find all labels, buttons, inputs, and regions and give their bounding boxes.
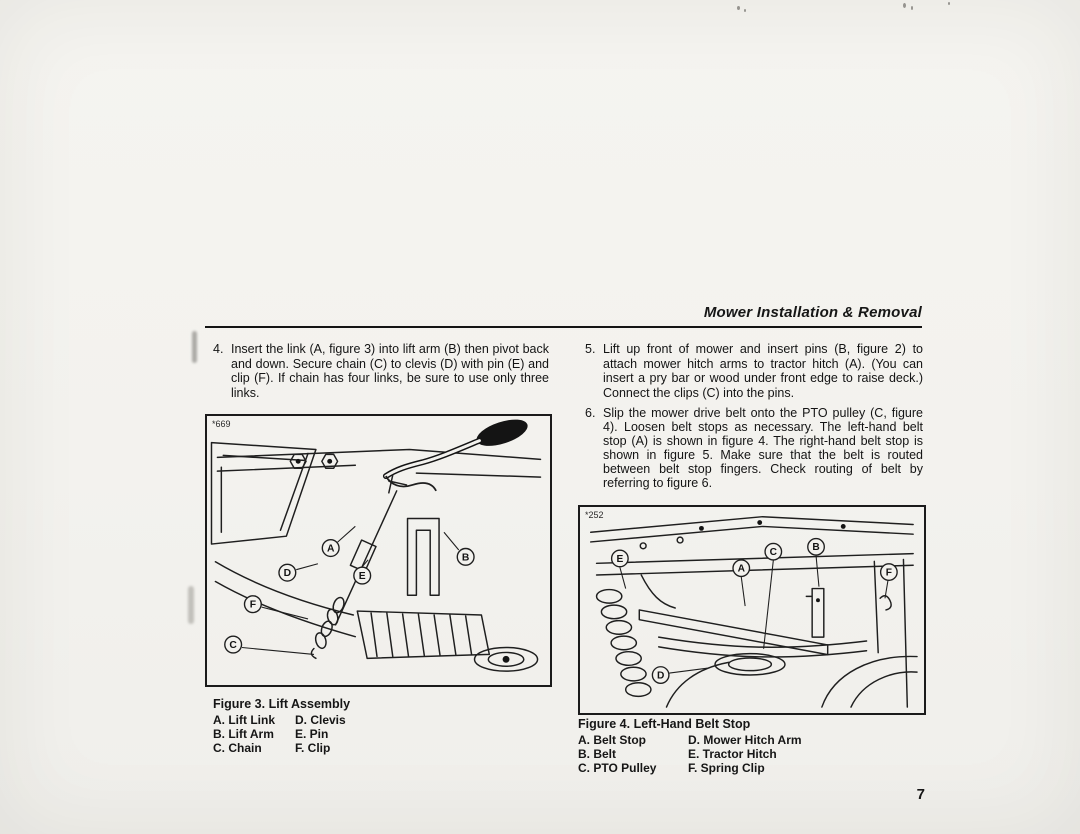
step-number: 4. (213, 342, 224, 356)
figure3-drawing (207, 416, 546, 681)
header-rule (205, 326, 922, 328)
legend-entry: C. PTO Pulley (578, 761, 657, 775)
figure4-legend (578, 733, 908, 775)
step-4 (213, 342, 549, 400)
scan-artifact (903, 3, 906, 8)
scan-artifact (188, 586, 194, 624)
svg-text:E: E (616, 553, 624, 565)
figure4-frame (578, 505, 926, 715)
scan-artifact (737, 6, 740, 10)
bracket (408, 518, 440, 595)
step-number: 5. (585, 342, 596, 356)
callout-c (765, 543, 782, 560)
step-text: Lift up front of mower and insert pins (B, figure 2) to attach mower hitch arms to tractor hitch (A). (You can insert a pry bar or wood under front edge to raise deck.) Connect the clips (C) into the pins. (603, 342, 923, 400)
step-number: 6. (585, 406, 596, 420)
left-panel (211, 443, 315, 544)
svg-text:D: D (656, 670, 665, 682)
callout-f (881, 564, 898, 581)
svg-text:C: C (769, 547, 777, 559)
tractor-frame-lines (215, 449, 540, 636)
figure4-caption: Figure 4. Left-Hand Belt Stop (578, 717, 751, 731)
step-plate (357, 611, 489, 658)
photo-reference-number: *252 (585, 510, 604, 520)
legend-entry: E. Tractor Hitch (688, 747, 777, 761)
svg-text:B: B (812, 542, 820, 554)
svg-text:B: B (461, 552, 470, 564)
scan-artifact (192, 331, 197, 363)
legend-entry: B. Lift Arm (213, 727, 274, 741)
section-header: Mower Installation & Removal (703, 304, 922, 321)
svg-text:A: A (326, 543, 335, 555)
callout-f (244, 596, 261, 613)
callout-a (322, 540, 339, 557)
scan-artifact (948, 2, 950, 5)
figure3-caption: Figure 3. Lift Assembly (213, 697, 351, 711)
callout-d (279, 564, 296, 581)
callout-d (652, 667, 669, 684)
legend-row (578, 747, 908, 761)
legend-row (578, 733, 908, 747)
legend-entry: D. Clevis (295, 713, 346, 727)
tractor-hitch-spring (597, 590, 651, 697)
scan-artifact (911, 6, 913, 10)
page-number: 7 (916, 786, 925, 803)
svg-text:C: C (229, 639, 237, 651)
figure4-drawing (580, 507, 920, 709)
legend-row (213, 713, 513, 727)
lift-link-rod (336, 475, 407, 625)
svg-text:F: F (249, 599, 257, 611)
svg-text:E: E (358, 571, 366, 583)
legend-entry: D. Mower Hitch Arm (688, 733, 802, 747)
callout-e (354, 567, 371, 584)
legend-entry: F. Clip (295, 741, 331, 755)
callout-c (225, 636, 242, 653)
callout-e (612, 550, 629, 567)
pulley (475, 648, 538, 672)
legend-row (213, 727, 513, 741)
belt-stop-bracket (806, 589, 823, 638)
frame-right (874, 559, 907, 707)
legend-entry: E. Pin (295, 727, 329, 741)
step-text: Insert the link (A, figure 3) into lift arm (B) then pivot back and down. Secure chain (C) to clevis (D) with pin (E) and clip (F). If chain has four links, be sure to use only three links. (231, 342, 549, 400)
svg-text:A: A (737, 563, 745, 575)
legend-entry: A. Belt Stop (578, 733, 646, 747)
legend-entry: C. Chain (213, 741, 262, 755)
step-5 (585, 342, 923, 400)
legend-entry: B. Belt (578, 747, 617, 761)
figure3-legend (213, 713, 513, 755)
svg-text:D: D (283, 568, 292, 580)
spring-clip-part (880, 596, 891, 610)
legend-entry: F. Spring Clip (688, 761, 765, 775)
legend-entry: A. Lift Link (213, 713, 275, 727)
legend-row (213, 741, 513, 755)
step-6 (585, 406, 923, 490)
legend-row (578, 761, 908, 775)
photo-reference-number: *669 (212, 419, 231, 429)
scan-artifact (744, 9, 746, 12)
figure3-frame (205, 414, 552, 687)
step-text: Slip the mower drive belt onto the PTO pulley (C, figure 4). Loosen belt stops as necessary. The left-hand belt stop (A) is shown in figure 4. The right-hand belt stop is shown in figure 5. Make sure that the belt is routed between belt stop fingers. Check routing of belt by referring to figure 6. (603, 406, 923, 490)
callout-b (808, 539, 825, 556)
svg-text:F: F (885, 567, 892, 579)
callout-a (733, 560, 750, 577)
body-panel-lines (591, 517, 913, 575)
callout-b (457, 549, 474, 566)
